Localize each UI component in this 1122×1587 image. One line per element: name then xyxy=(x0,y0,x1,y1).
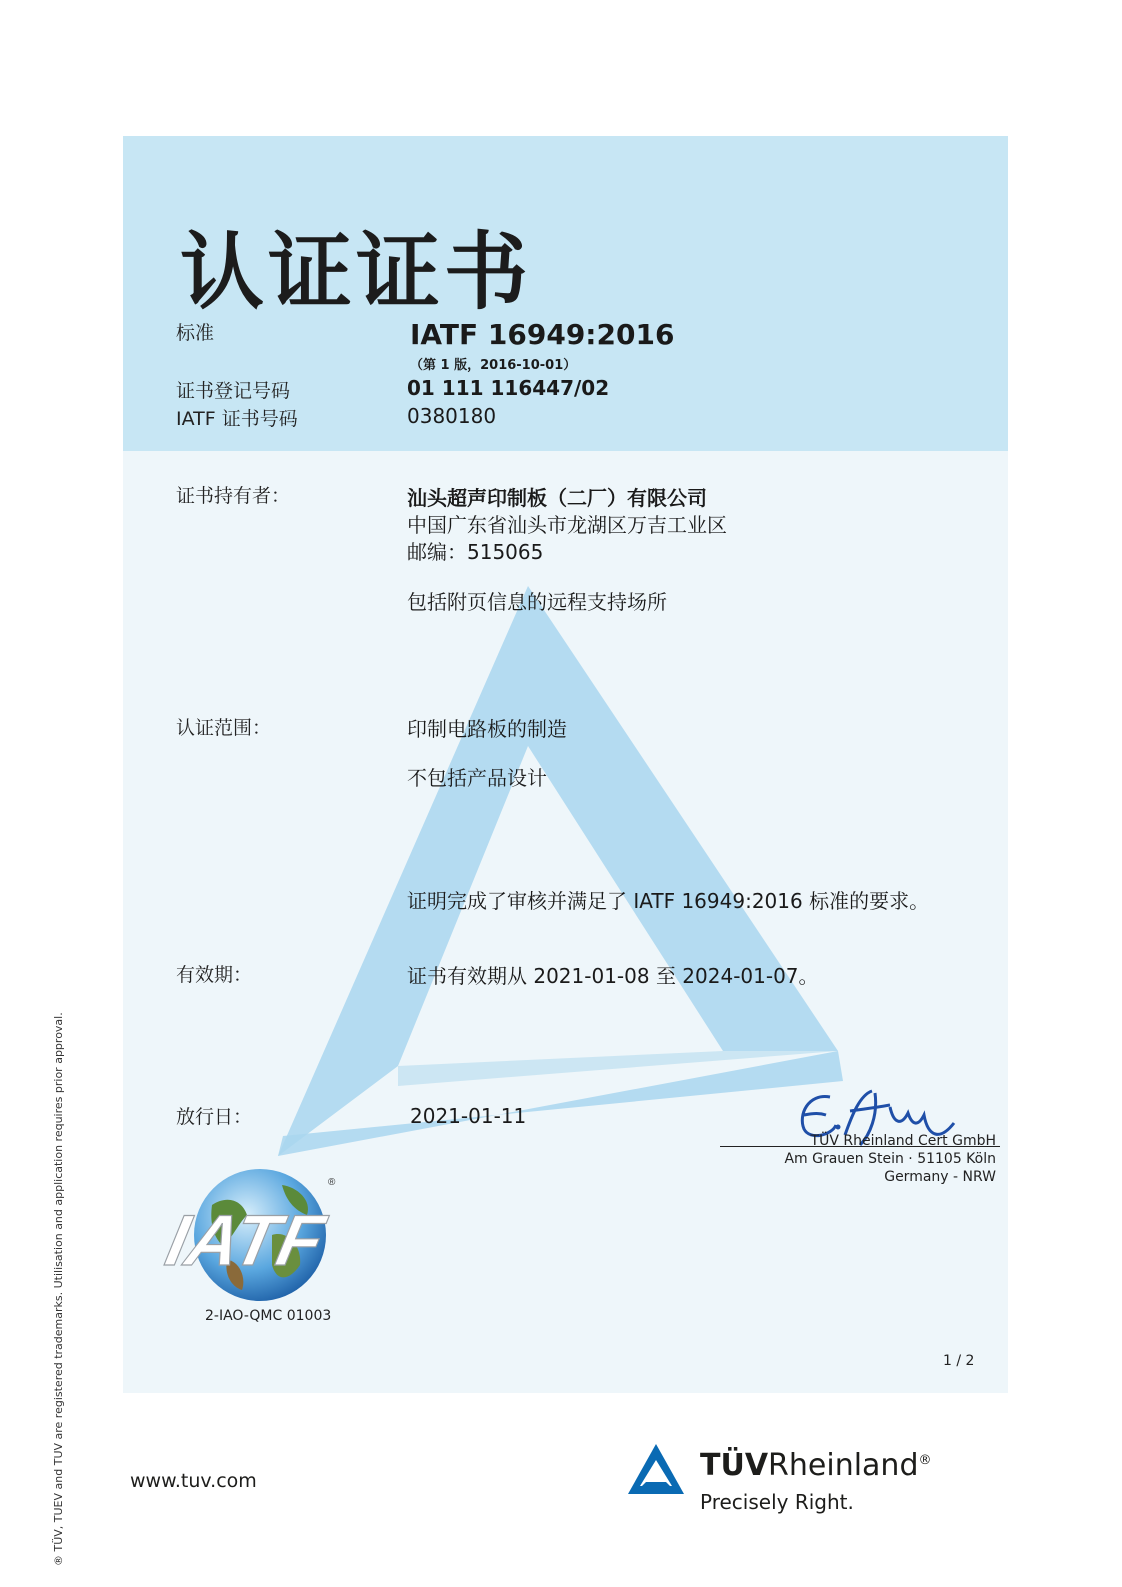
iatf-logo-text: IATF xyxy=(159,1200,332,1281)
holder-postcode: 邮编：515065 xyxy=(407,540,544,564)
tuv-registered-mark: ® xyxy=(918,1453,932,1468)
holder-label: 证书持有者： xyxy=(176,485,291,507)
issue-label: 放行日： xyxy=(176,1106,253,1128)
validity-label: 有效期： xyxy=(176,964,253,986)
scope-line-1: 印制电路板的制造 xyxy=(407,717,567,741)
iatf-cert-value: 0380180 xyxy=(407,404,497,428)
standard-value: IATF 16949:2016 xyxy=(410,318,675,351)
issuer-name: TÜV Rheinland Cert GmbH xyxy=(810,1133,996,1149)
holder-address: 中国广东省汕头市龙湖区万吉工业区 xyxy=(407,513,727,537)
iatf-globe-logo-icon xyxy=(159,1165,342,1305)
issuer-region: Germany - NRW xyxy=(884,1169,996,1185)
tuv-brand-rest: Rheinland xyxy=(768,1448,919,1483)
tuv-triangle-logo-icon xyxy=(626,1442,686,1497)
standard-label: 标准 xyxy=(176,322,215,344)
issue-date: 2021-01-11 xyxy=(410,1104,527,1128)
page-number: 1 / 2 xyxy=(943,1353,975,1369)
scope-label: 认证范围： xyxy=(176,717,272,739)
scope-line-2: 不包括产品设计 xyxy=(407,766,547,790)
validity-value: 证书有效期从 2021-01-08 至 2024-01-07。 xyxy=(407,964,819,988)
registration-value: 01 111 116447/02 xyxy=(407,376,610,400)
trademark-note: ® TÜV, TUEV and TUV are registered trademarks. Utilisation and application requires prior approval. xyxy=(52,1012,65,1566)
certificate-title: 认证证书 xyxy=(180,223,533,321)
tuv-brand-bold: TÜV xyxy=(700,1448,769,1483)
holder-company: 汕头超声印制板（二厂）有限公司 xyxy=(407,486,707,510)
issuer-address: Am Grauen Stein · 51105 Köln xyxy=(784,1151,996,1167)
tuv-brand xyxy=(700,1448,932,1483)
compliance-statement: 证明完成了审核并满足了 IATF 16949:2016 标准的要求。 xyxy=(407,889,930,913)
svg-text:®: ® xyxy=(328,1177,336,1188)
tuv-tagline: Precisely Right. xyxy=(700,1490,854,1514)
holder-remote-note: 包括附页信息的远程支持场所 xyxy=(407,590,667,614)
website-link[interactable]: www.tuv.com xyxy=(130,1470,257,1492)
iatf-code: 2-IAO-QMC 01003 xyxy=(205,1308,332,1324)
standard-edition: （第 1 版，2016-10-01） xyxy=(410,358,577,373)
iatf-cert-label: IATF 证书号码 xyxy=(176,408,298,430)
registration-label: 证书登记号码 xyxy=(176,380,291,402)
